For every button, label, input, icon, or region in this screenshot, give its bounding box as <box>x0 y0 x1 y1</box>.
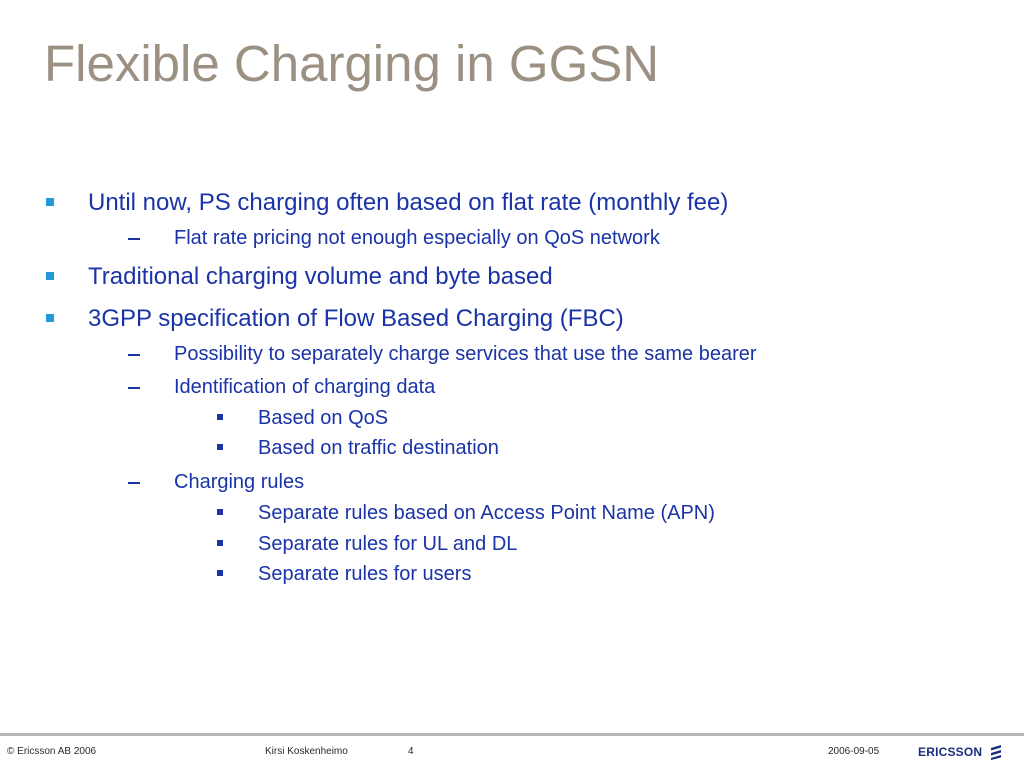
sub-bullet-text: Charging rules <box>174 471 305 493</box>
logo-wordmark: ERICSSON <box>918 745 983 759</box>
square-bullet-icon <box>46 198 54 206</box>
sub-sub-bullet-text: Based on traffic destination <box>258 437 499 459</box>
sub-bullet-text: Possibility to separately charge services that use the same bearer <box>174 343 757 365</box>
small-square-bullet-icon <box>217 444 223 450</box>
dash-bullet-icon <box>128 377 148 379</box>
sub-sub-bullet-text: Separate rules for users <box>258 563 472 585</box>
sub-sub-bullet-text: Separate rules for UL and DL <box>258 533 518 555</box>
dash-bullet-icon <box>128 344 148 346</box>
small-square-bullet-icon <box>217 509 223 515</box>
dash-bullet-icon <box>128 472 148 474</box>
small-square-bullet-icon <box>217 540 223 546</box>
footer-author: Kirsi Koskenheimo <box>265 746 348 757</box>
footer-date: 2006-09-05 <box>828 746 880 757</box>
ericsson-logo <box>918 743 1003 761</box>
slide-title: Flexible Charging in GGSN <box>44 35 660 92</box>
sub-sub-bullet-text: Separate rules based on Access Point Name (APN) <box>258 502 715 524</box>
sub-sub-bullet-text: Based on QoS <box>258 407 389 429</box>
bullet-text: Until now, PS charging often based on flat rate (monthly fee) <box>88 189 729 216</box>
small-square-bullet-icon <box>217 414 223 420</box>
dash-bullet-icon <box>128 228 148 230</box>
sub-bullet-text: Flat rate pricing not enough especially on QoS network <box>174 227 660 249</box>
footer-copyright: © Ericsson AB 2006 <box>7 746 97 757</box>
footer-page-number: 4 <box>408 746 414 757</box>
ericsson-mark-icon <box>989 744 1003 760</box>
square-bullet-icon <box>46 272 54 280</box>
bullet-text: Traditional charging volume and byte based <box>88 263 553 290</box>
bullet-text: 3GPP specification of Flow Based Charging (FBC) <box>88 305 624 332</box>
square-bullet-icon <box>46 314 54 322</box>
sub-bullet-text: Identification of charging data <box>174 376 436 398</box>
small-square-bullet-icon <box>217 570 223 576</box>
footer-divider <box>0 733 1024 736</box>
